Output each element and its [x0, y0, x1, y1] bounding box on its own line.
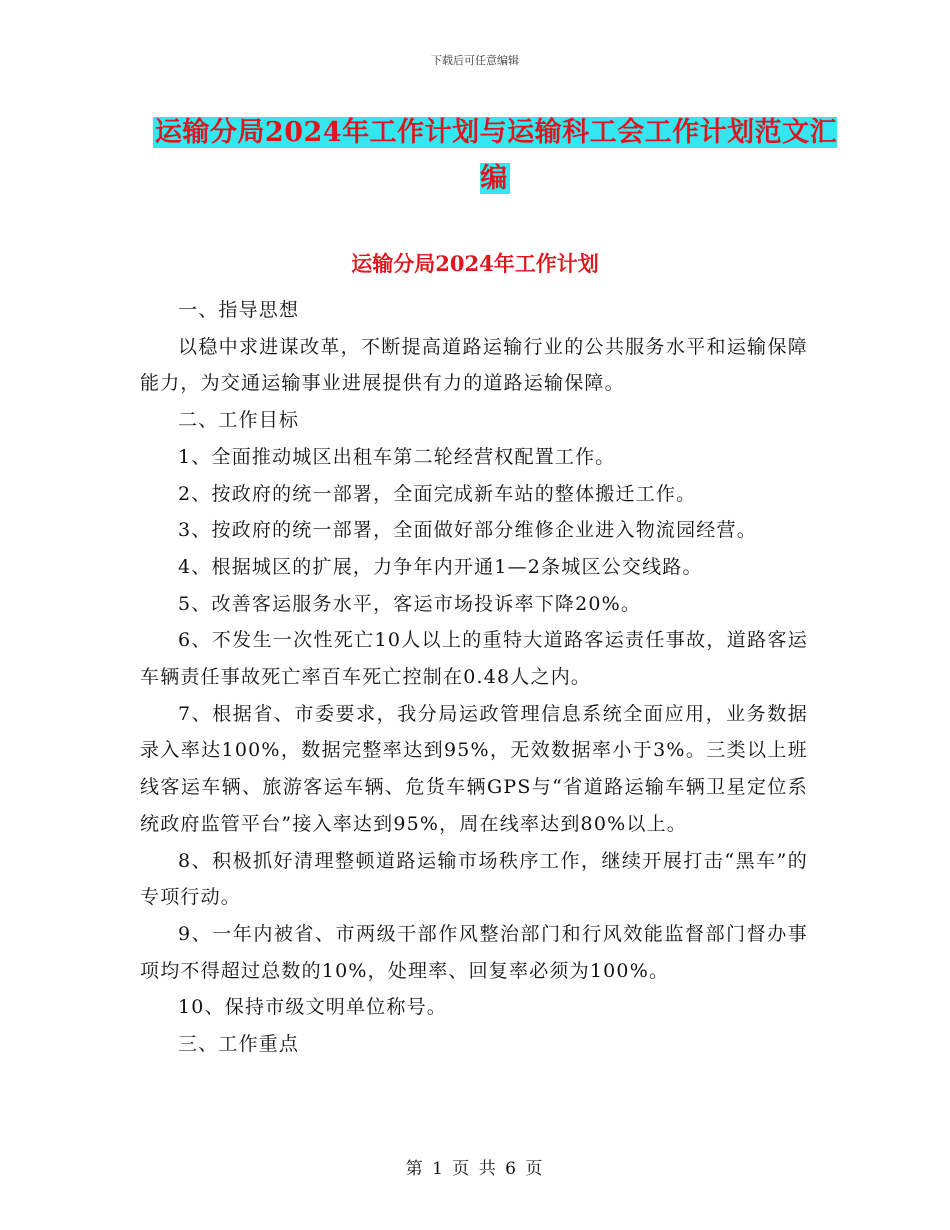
page-footer: 第 1 页 共 6 页: [405, 1159, 545, 1179]
list-item: 3、按政府的统一部署，全面做好部分维修企业进入物流园经营。: [178, 519, 757, 542]
list-item: 10、保持市级文明单位称号。: [178, 996, 447, 1019]
list-item: 2、按政府的统一部署，全面完成新车站的整体搬迁工作。: [178, 482, 697, 505]
document-title-text: 运输分局2024年工作计划与运输科工会工作计划范文汇编: [154, 117, 838, 194]
list-item: 1、全面推动城区出租车第二轮经营权配置工作。: [178, 445, 616, 468]
list-item: 8、积极抓好清理整顿道路运输市场秩序工作，继续开展打击“黑车”的专项行动。: [140, 849, 808, 909]
list-item: 6、不发生一次性死亡10人以上的重特大道路客运责任事故，道路客运车辆责任事故死亡率百车死亡控制在0.48人之内。: [140, 629, 808, 689]
heading-work-goals: 二、工作目标: [178, 409, 300, 432]
section-title: 运输分局2024年工作计划: [351, 251, 599, 276]
list-item: 9、一年内被省、市两级干部作风整治部门和行风效能监督部门督办事项均不得超过总数的10%，处理率、回复率必须为100%。: [140, 922, 808, 982]
heading-work-focus: 三、工作重点: [178, 1033, 300, 1056]
list-item: 5、改善客运服务水平，客运市场投诉率下降20%。: [178, 592, 642, 615]
document-title: [140, 110, 850, 202]
list-item: 7、根据省、市委要求，我分局运政管理信息系统全面应用，业务数据录入率达100%，数据完整率达到95%，无效数据率小于3%。三类以上班线客运车辆、旅游客运车辆、危货车辆GPS与“省道路运输车辆卫星定位系统政府监管平台”接入率达到95%，周在线率达到80%以上。: [140, 702, 808, 835]
header-note: 下载后可任意编辑: [431, 54, 519, 67]
document-body: [140, 292, 808, 1063]
heading-guiding-thought: 一、指导思想: [178, 299, 300, 321]
paragraph: 以稳中求进谋改革，不断提高道路运输行业的公共服务水平和运输保障能力，为交通运输事业进展提供有力的道路运输保障。: [140, 335, 808, 395]
list-item: 4、根据城区的扩展，力争年内开通1—2条城区公交线路。: [178, 555, 703, 578]
